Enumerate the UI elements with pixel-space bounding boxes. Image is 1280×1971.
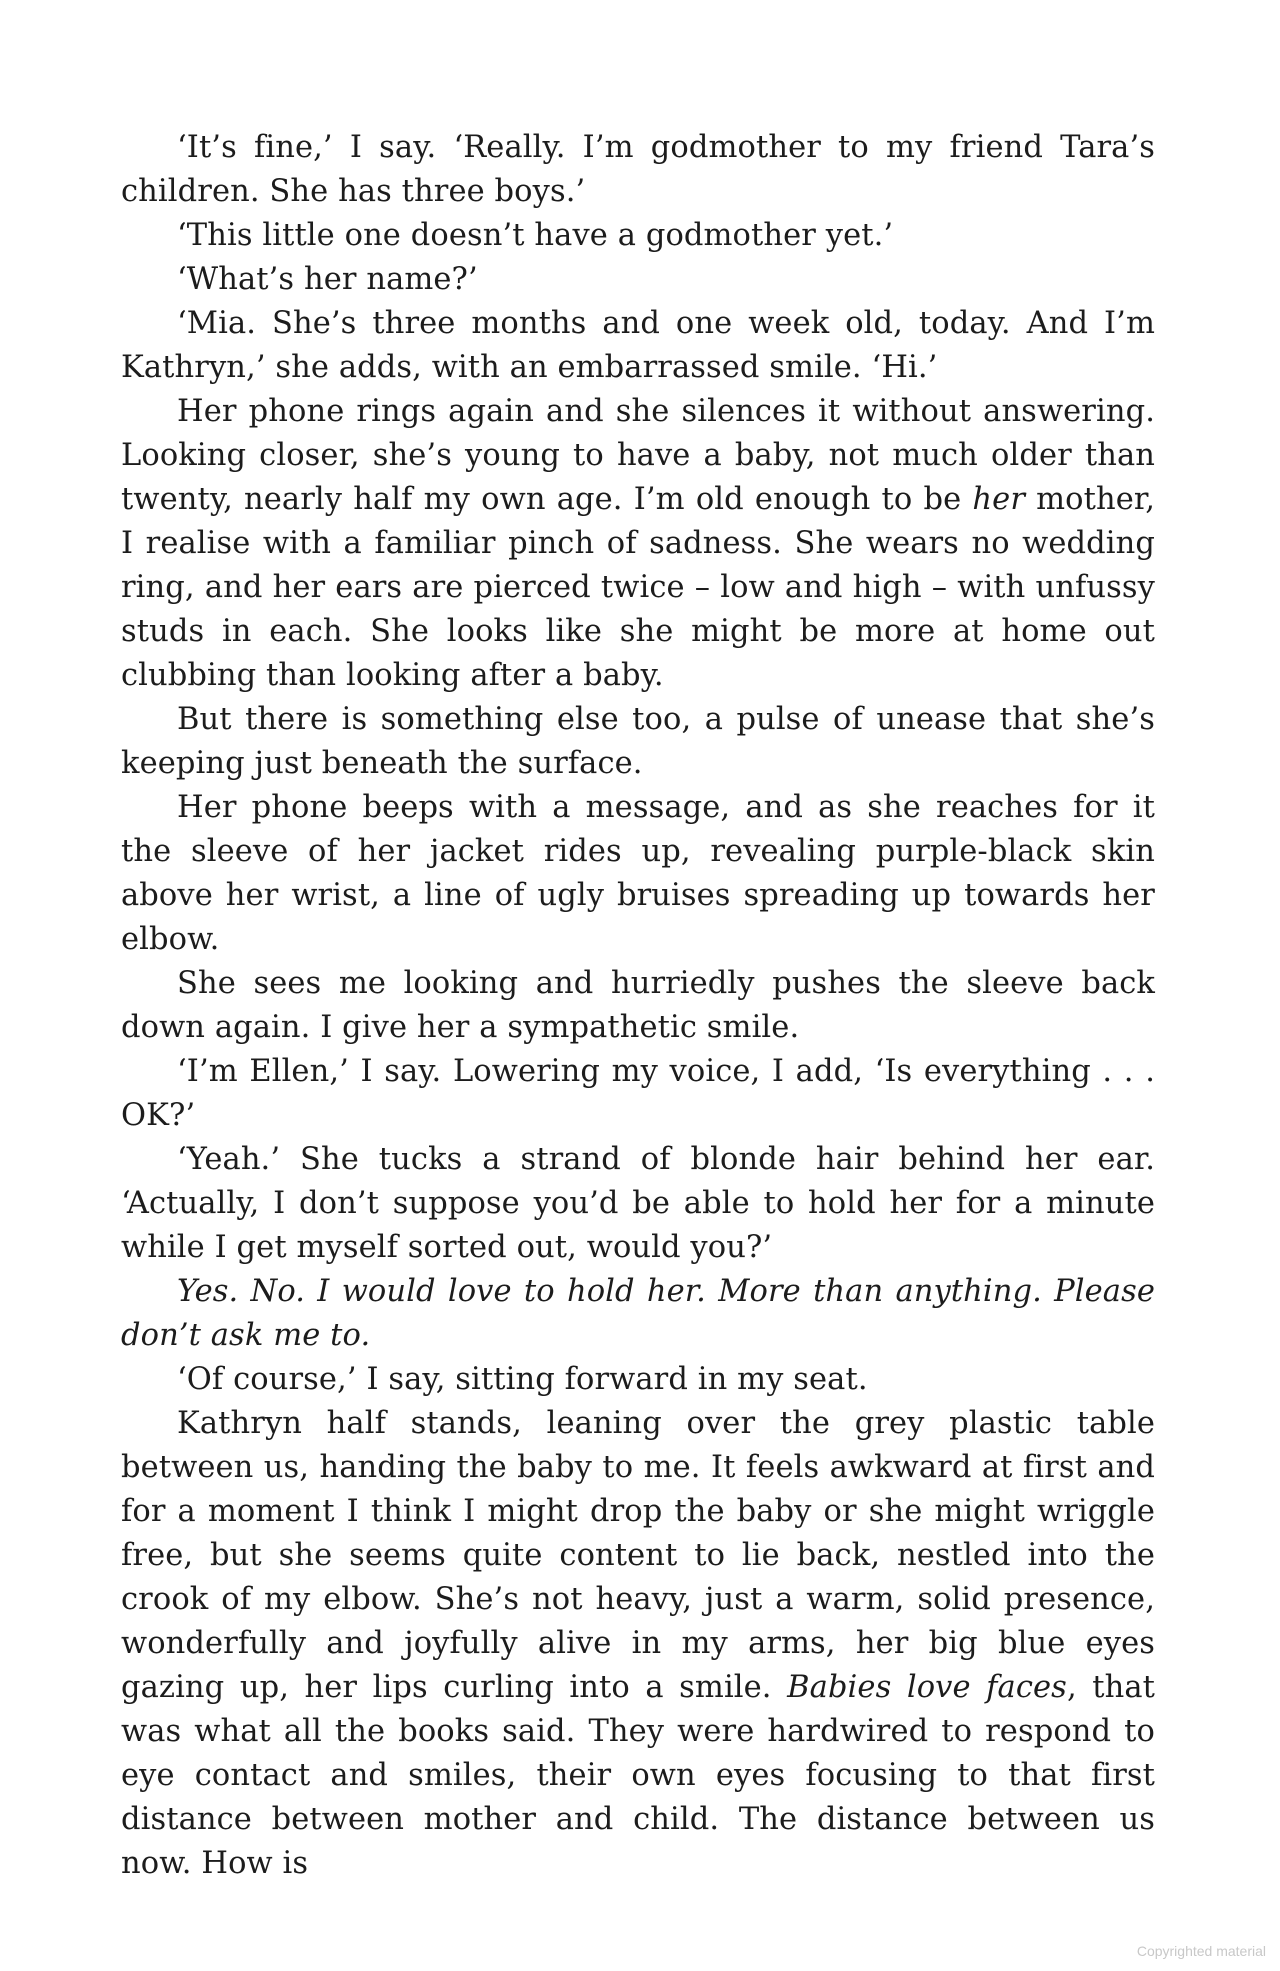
paragraph — [121, 214, 1155, 258]
paragraph — [121, 698, 1155, 786]
text-run: But there is something else too, a pulse of unease that she’s keeping just beneath the surface. — [121, 702, 1155, 781]
paragraph — [121, 1358, 1155, 1402]
paragraph — [121, 390, 1155, 698]
italic-text: Yes. No. I would love to hold her. More than anything. Please don’t ask me to. — [121, 1274, 1155, 1353]
paragraph — [121, 962, 1155, 1050]
paragraph — [121, 302, 1155, 390]
text-run: mother, I realise with a familiar pinch of sadness. She wears no wedding ring, and her ears are pierced twice – low and high – with unfussy studs in each. She looks like she might be more at home out clubbing than looking after a baby. — [121, 482, 1156, 693]
italic-text: her — [972, 482, 1025, 517]
text-run: Her phone beeps with a message, and as she reaches for it the sleeve of her jacket rides up, revealing purple-black skin above her wrist, a line of ugly bruises spreading up towards her elbow. — [121, 790, 1155, 957]
copyright-watermark: Copyrighted material — [1136, 1943, 1266, 1959]
text-run: ‘Of course,’ I say, sitting forward in my seat. — [177, 1362, 868, 1397]
book-page-text — [121, 126, 1155, 1886]
text-run: , that was what all the books said. They were hardwired to respond to eye contact and smiles, their own eyes focusing to that first distance between mother and child. The distance between us now. How is — [121, 1670, 1155, 1881]
paragraph — [121, 1050, 1155, 1138]
paragraph — [121, 1138, 1155, 1270]
text-run: ‘Mia. She’s three months and one week old, today. And I’m Kathryn,’ she adds, with an embarrassed smile. ‘Hi.’ — [121, 306, 1155, 385]
paragraph — [121, 1402, 1155, 1886]
paragraph — [121, 126, 1155, 214]
text-run: ‘This little one doesn’t have a godmother yet.’ — [177, 218, 894, 253]
italic-text: Babies love faces — [787, 1670, 1067, 1705]
text-run: ‘I’m Ellen,’ I say. Lowering my voice, I add, ‘Is everything . . . OK?’ — [121, 1054, 1155, 1133]
text-run: Her phone rings again and she silences it without answering. Looking closer, she’s young to have a baby, not much older than twenty, nearly half my own age. I’m old enough to be — [121, 394, 1155, 517]
text-run: She sees me looking and hurriedly pushes the sleeve back down again. I give her a sympathetic smile. — [121, 966, 1155, 1045]
text-run: ‘What’s her name?’ — [177, 262, 478, 297]
paragraph — [121, 258, 1155, 302]
text-run: ‘Yeah.’ She tucks a strand of blonde hair behind her ear. ‘Actually, I don’t suppose you’d be able to hold her for a minute while I get myself sorted out, would you?’ — [121, 1142, 1155, 1265]
paragraph — [121, 786, 1155, 962]
text-run: ‘It’s fine,’ I say. ‘Really. I’m godmother to my friend Tara’s children. She has three boys.’ — [121, 130, 1155, 209]
paragraph — [121, 1270, 1155, 1358]
text-run: Kathryn half stands, leaning over the grey plastic table between us, handing the baby to me. It feels awkward at first and for a moment I think I might drop the baby or she might wriggle free, but she seems quite content to lie back, nestled into the crook of my elbow. She’s not heavy, just a warm, solid presence, wonderfully and joyfully alive in my arms, her big blue eyes gazing up, her lips curling into a smile. — [121, 1406, 1155, 1705]
